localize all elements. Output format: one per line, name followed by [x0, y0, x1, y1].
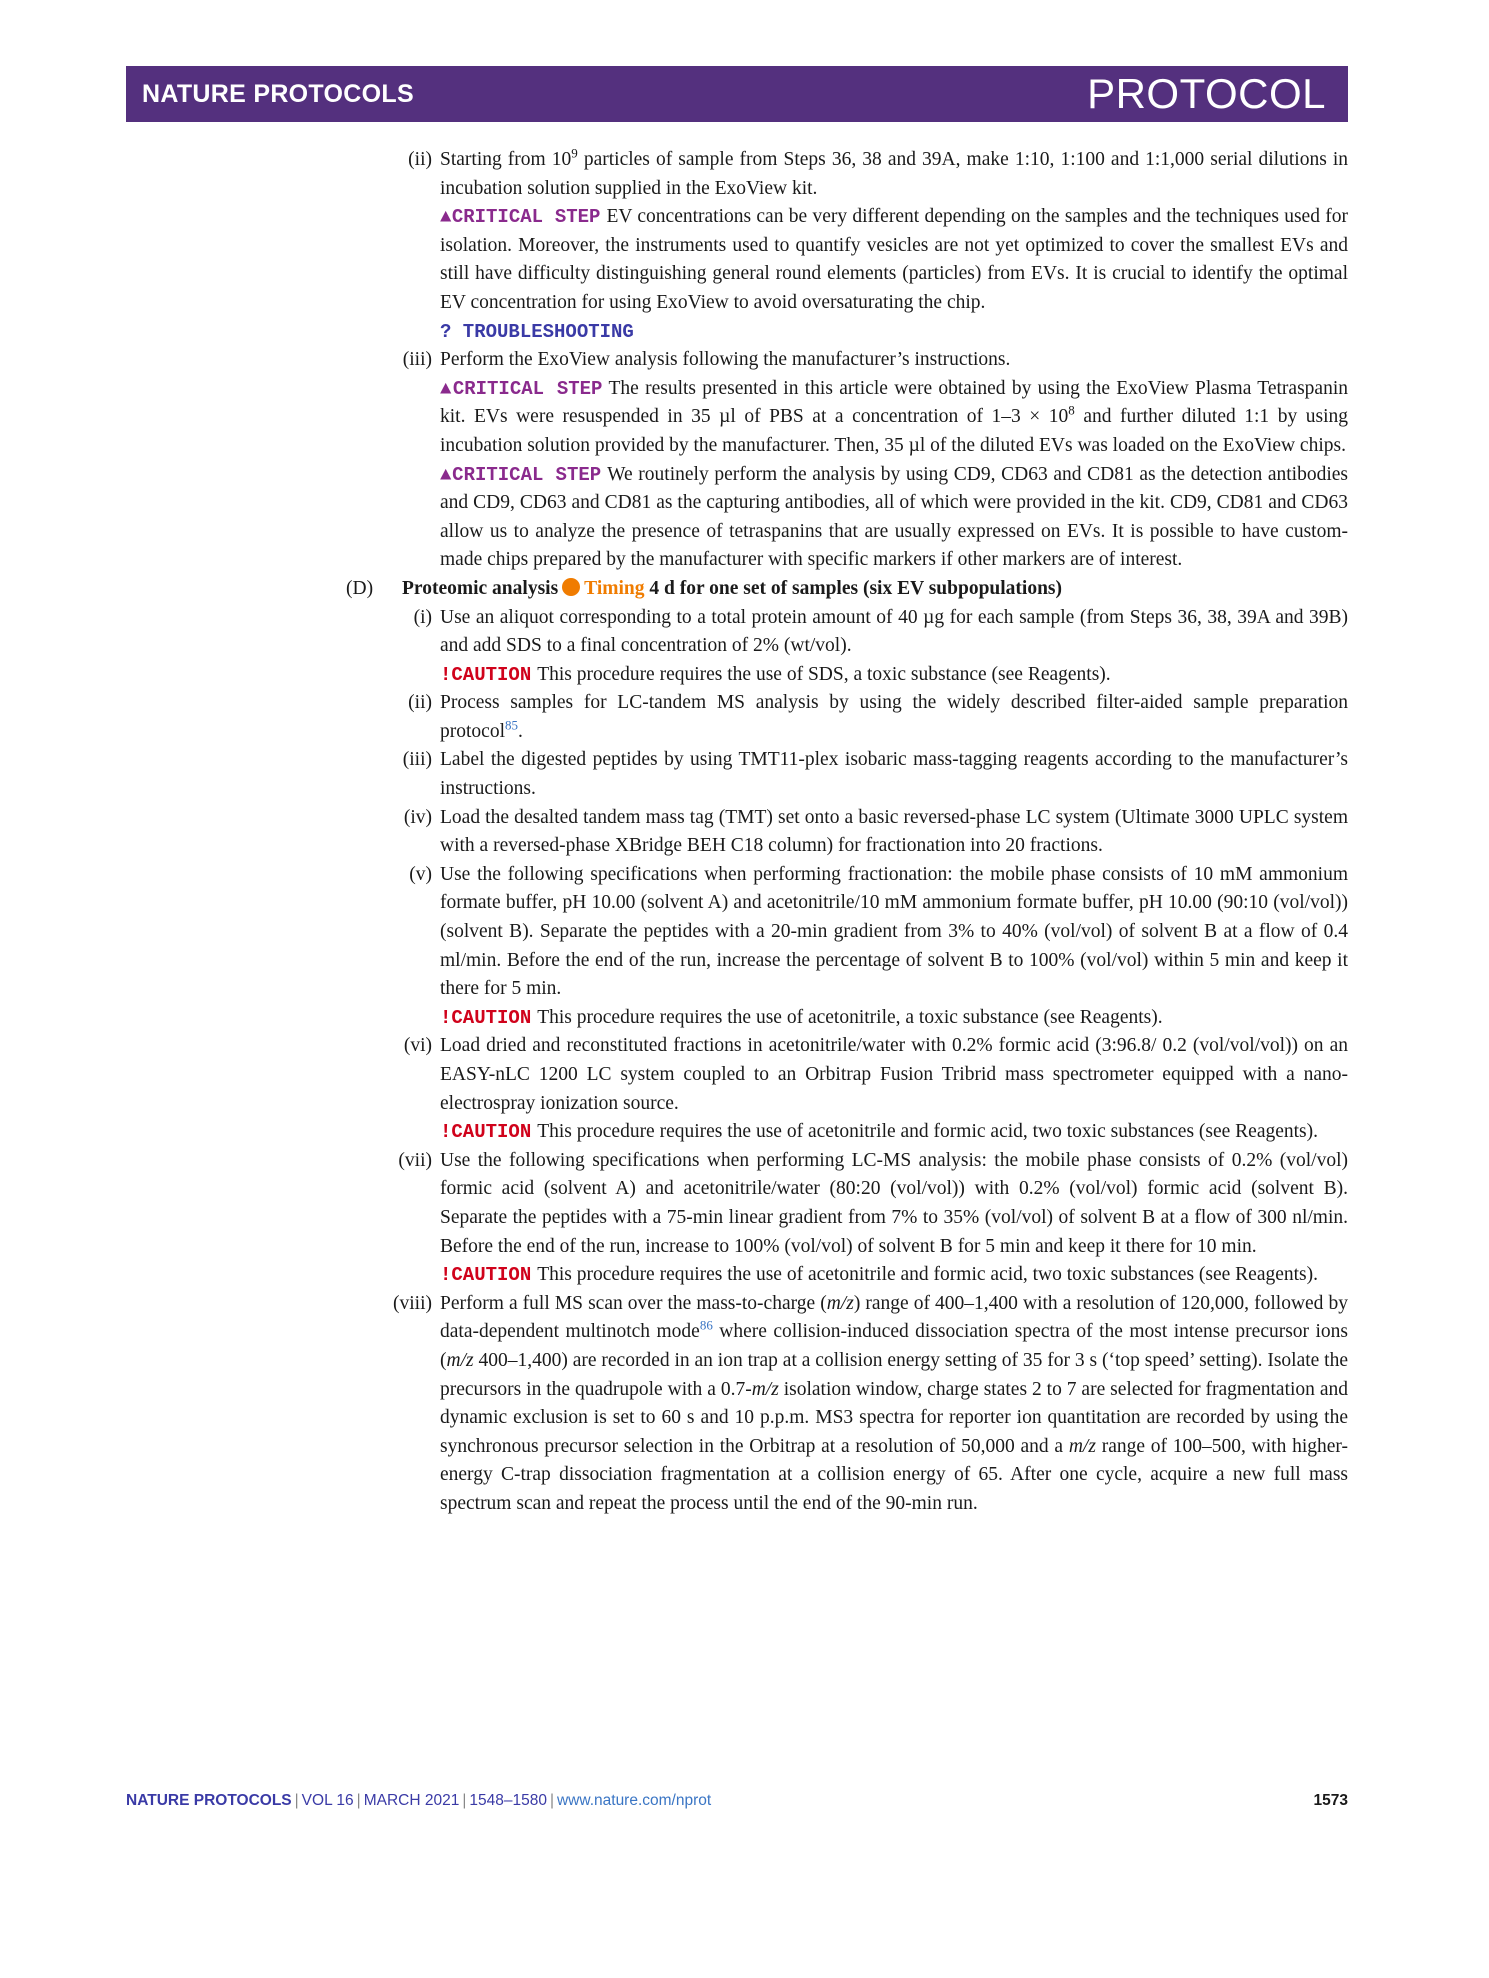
step-number: (viii)	[393, 1292, 432, 1314]
critical-step-note: ▲CRITICAL STEP EV concentrations can be very different depending on the samples and the techniques used for isolation. Moreover, the instruments used to quantify vesicles are not yet optimized to cover the smallest EVs and still have difficulty distinguishing general round elements (particles) from EVs. It is crucial to identify the optimal EV concentration for using ExoView to avoid oversaturating the chip.	[440, 206, 1348, 313]
critical-step-note: ▲CRITICAL STEP The results presented in this article were obtained by using the ExoView Plasma Tetraspanin kit. EVs were resuspended in 35 µl of PBS at a concentration of $1-3 \times 10^8$ and further diluted 1:1 by using incubation solution provided by the manufacturer. Then, 35 µl of the diluted EVs was loaded on the ExoView chips.	[440, 377, 1348, 456]
step-d-viii	[393, 1290, 1348, 1519]
step-text: Load dried and reconstituted fractions in acetonitrile/water with 0.2% formic acid (3:96.8/ 0.2 (vol/vol/vol)) on an EASY-nLC 1200 LC system coupled to an Orbitrap Fusion Tribrid mass spectrometer equipped with a nano-electrospray ionization source.	[440, 1035, 1348, 1114]
caution-label: !CAUTION	[440, 1006, 532, 1029]
journal-banner	[126, 66, 1348, 122]
step-d-vii	[398, 1147, 1348, 1290]
step-number: (i)	[413, 606, 432, 628]
step-number: (iii)	[402, 349, 432, 371]
caution-note: !CAUTION This procedure requires the use of SDS, a toxic substance (see Reagents).	[440, 663, 1111, 686]
step-number: (iii)	[402, 749, 432, 771]
critical-step-label: ▲CRITICAL STEP	[440, 463, 602, 486]
troubleshooting-label: ? TROUBLESHOOTING	[440, 320, 634, 343]
section-letter: (D)	[346, 577, 374, 599]
caution-label: !CAUTION	[440, 663, 532, 686]
caution-note: !CAUTION This procedure requires the use of acetonitrile and formic acid, two toxic substances (see Reagents).	[440, 1121, 1319, 1144]
timing-dot-icon	[562, 578, 580, 596]
step-d-iii	[402, 746, 1348, 803]
reference-link[interactable]: 85	[504, 717, 518, 733]
step-d-v	[409, 861, 1348, 1033]
critical-step-note: ▲CRITICAL STEP We routinely perform the analysis by using CD9, CD63 and CD81 as the detection antibodies and CD9, CD63 and CD81 as the capturing antibodies, all of which were provided in the kit. CD9, CD81 and CD63 allow us to analyze the presence of tetraspanins that are usually expressed on EVs. It is possible to have custom-made chips prepared by the manufacturer with specific markers if other markers are of interest.	[440, 463, 1348, 571]
reference-link[interactable]: 86	[699, 1317, 713, 1333]
caution-note: !CAUTION This procedure requires the use of acetonitrile, a toxic substance (see Reagents).	[440, 1006, 1163, 1029]
footer-url-link[interactable]: www.nature.com/nprot	[556, 1792, 712, 1809]
step-number: (ii)	[408, 149, 432, 170]
step-number: (iv)	[403, 806, 432, 828]
step-text: Perform the ExoView analysis following the manufacturer’s instructions.	[440, 349, 1011, 371]
timing-text: 4 d for one set of samples (six EV subpopulations)	[649, 577, 1063, 599]
critical-step-label: ▲CRITICAL STEP	[440, 377, 603, 400]
step-text: Process samples for LC-tandem MS analysis by using the widely described filter-aided sample preparation protocol$^{85}$.	[440, 692, 1348, 742]
step-number: (v)	[409, 863, 432, 885]
step-number: (ii)	[408, 692, 432, 714]
protocol-content	[346, 145, 1349, 1519]
step-c-ii	[408, 145, 1349, 346]
step-text: Load the desalted tandem mass tag (TMT) set onto a basic reversed-phase LC system (Ultimate 3000 UPLC system with a reversed-phase XBridge BEH C18 column) for fractionation into 20 fractions.	[440, 806, 1348, 857]
caution-note: !CAUTION This procedure requires the use of acetonitrile and formic acid, two toxic substances (see Reagents).	[440, 1264, 1319, 1287]
citation-line: NATURE PROTOCOLS | VOL 16 | MARCH 2021 | 1548–1580 | www.nature.com/nprot	[126, 1792, 712, 1809]
footer-volume: VOL 16	[301, 1792, 354, 1809]
step-text: Label the digested peptides by using TMT11-plex isobaric mass-tagging reagents according to the manufacturer’s instructions.	[440, 749, 1348, 800]
section-title: Proteomic analysis	[402, 577, 559, 599]
page-footer	[126, 1792, 1348, 1810]
step-number: (vi)	[403, 1035, 432, 1057]
step-text: Use an aliquot corresponding to a total protein amount of 40 µg for each sample (from Steps 36, 38, 39A and 39B) and add SDS to a final concentration of 2% (wt/vol).	[440, 606, 1348, 657]
step-text: Perform a full MS scan over the mass-to-charge (m/z) range of 400–1,400 with a resolution of 120,000, followed by data-dependent multinotch mode$^{86}$ where collision-induced dissociation spectra of the most intense precursor ions (m/z 400–1,400) are recorded in an ion trap at a collision energy setting of 35 for 3 s (‘top speed’ setting). Isolate the precursors in the quadrupole with a 0.7-m/z isolation window, charge states 2 to 7 are selected for fragmentation and dynamic exclusion is set to 60 s and 10 p.p.m. MS3 spectra for reporter ion quantitation are recorded by using the synchronous precursor selection in the Orbitrap at a resolution of 50,000 and a m/z range of 100–500, with higher-energy C-trap dissociation fragmentation at a collision energy of 65. After one cycle, acquire a new full mass spectrum scan and repeat the process until the end of the 90-min run.	[440, 1292, 1348, 1514]
page-number: 1573	[1313, 1792, 1348, 1809]
journal-name: NATURE PROTOCOLS	[142, 79, 414, 108]
footer-date: MARCH 2021	[363, 1792, 460, 1809]
step-d-iv	[403, 804, 1348, 861]
step-text: Use the following specifications when performing LC-MS analysis: the mobile phase consists of 0.2% (vol/vol) formic acid (solvent A) and acetonitrile/water (80:20 (vol/vol)) with 0.2% (vol/vol) formic acid (solvent B). Separate the peptides with a 75-min linear gradient from 7% to 35% (vol/vol) of solvent B at a flow of 300 nl/min. Before the end of the run, increase to 100% (vol/vol) of solvent B for 5 min and keep it there for 10 min.	[440, 1149, 1348, 1257]
footer-pages: 1548–1580	[469, 1792, 547, 1809]
timing-label: Timing	[584, 577, 645, 599]
step-text: Use the following specifications when performing fractionation: the mobile phase consists of 10 mM ammonium formate buffer, pH 10.00 (solvent A) and acetonitrile/10 mM ammonium formate buffer, pH 10.00 (90:10 (vol/vol)) (solvent B). Separate the peptides with a 20-min gradient from 3% to 40% (vol/vol) of solvent B at a flow of 0.4 ml/min. Before the end of the run, increase the percentage of solvent B to 100% (vol/vol) within 5 min and keep it there for 5 min.	[440, 863, 1348, 1000]
step-number: (vii)	[398, 1149, 432, 1171]
step-d-ii	[408, 689, 1348, 746]
critical-step-label: ▲CRITICAL STEP	[440, 206, 601, 229]
troubleshooting-note	[440, 318, 1348, 347]
article-type: PROTOCOL	[1087, 70, 1326, 117]
step-c-iii	[402, 346, 1348, 575]
step-text: Starting from $10^9$ particles of sample from Steps 36, 38 and 39A, make 1:10, 1:100 and 1:1,000 serial dilutions in incubation solution supplied in the ExoView kit.	[440, 145, 1349, 199]
caution-label: !CAUTION	[440, 1121, 532, 1144]
section-heading	[346, 575, 1348, 604]
footer-journal: NATURE PROTOCOLS	[126, 1792, 292, 1809]
step-d-vi	[403, 1032, 1348, 1146]
caution-label: !CAUTION	[440, 1264, 532, 1287]
step-d-i	[413, 604, 1348, 690]
